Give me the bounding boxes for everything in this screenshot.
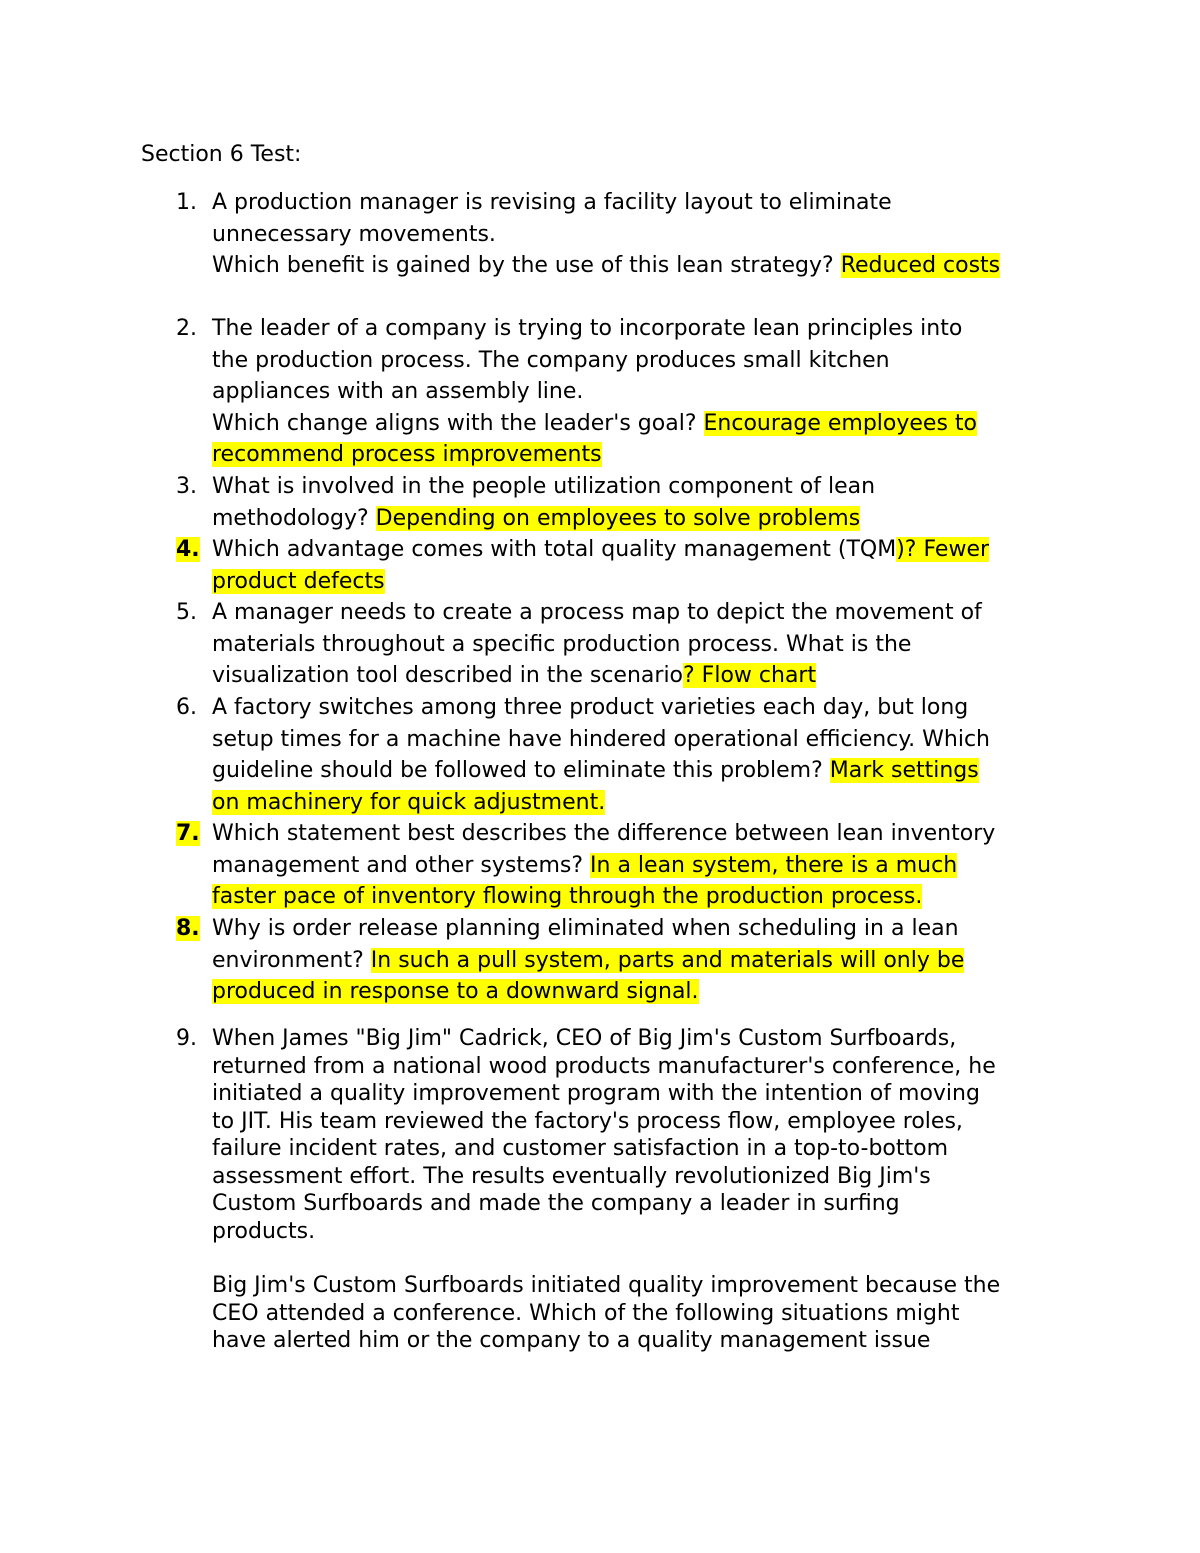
paragraph-line: assessment effort. The results eventually revolutionized Big Jim's [212, 1163, 931, 1189]
question-line: unnecessary movements. [212, 221, 496, 247]
paragraph-line: initiated a quality improvement program with the intention of moving [212, 1081, 980, 1106]
highlighted-answer: Reduced costs [840, 253, 1001, 278]
highlighted-answer: Depending on employees to solve problems [375, 505, 861, 531]
question-line: Which change aligns with the leader's goal? [212, 410, 704, 436]
page-title: Section 6 Test: [141, 142, 302, 167]
question-number: 7. [176, 821, 200, 846]
question-line: guideline should be followed to eliminate this problem? [212, 758, 830, 783]
highlighted-answer: produced in response to a downward signal. [212, 979, 699, 1004]
question-line: the production process. The company produces small kitchen [212, 347, 890, 373]
question-5 [212, 597, 1082, 692]
paragraph-line: When James "Big Jim" Cadrick, CEO of Big Jim's Custom Surfboards, [212, 1026, 957, 1051]
question-line: materials throughout a specific production process. What is the [212, 631, 912, 657]
highlighted-answer: In a lean system, there is a much [590, 852, 958, 878]
question-7 [212, 818, 1082, 913]
highlighted-answer: faster pace of inventory flowing through the production process. [212, 884, 923, 909]
question-4 [212, 534, 1082, 597]
question-number: 3. [176, 474, 197, 499]
highlighted-answer: product defects [212, 568, 385, 594]
paragraph-line: returned from a national wood products manufacturer's conference, he [212, 1053, 996, 1079]
question-2 [212, 313, 1082, 471]
question-number: 8. [176, 916, 200, 941]
question-line: setup times for a machine have hindered operational efficiency. Which [212, 726, 990, 752]
question-8 [212, 913, 1082, 1008]
question-3 [212, 471, 1082, 534]
question-line: Which statement best describes the difference between lean inventory [212, 821, 996, 846]
highlighted-answer: Encourage employees to [703, 410, 977, 436]
question-line: A production manager is revising a facility layout to eliminate [212, 190, 892, 215]
question-number: 4. [176, 537, 200, 562]
question-line: Which benefit is gained by the use of this lean strategy? [212, 253, 841, 278]
highlighted-answer: In such a pull system, parts and materials will only be [370, 947, 965, 973]
paragraph-spacer [212, 1245, 1082, 1272]
question-number: 9. [176, 1026, 197, 1051]
highlighted-answer: )? Fewer [896, 537, 990, 562]
question-line: environment? [212, 947, 371, 973]
question-line: A factory switches among three product varieties each day, but long [212, 695, 969, 720]
highlighted-answer: recommend process improvements [212, 442, 602, 467]
question-number: 1. [176, 190, 197, 215]
paragraph-line: failure incident rates, and customer satisfaction in a top-to-bottom [212, 1136, 949, 1161]
question-number: 5. [176, 600, 197, 625]
paragraph-line: have alerted him or the company to a quality management issue [212, 1328, 931, 1353]
paragraph-line: Big Jim's Custom Surfboards initiated quality improvement because the [212, 1273, 1001, 1298]
question-line: A manager needs to create a process map to depict the movement of [212, 600, 982, 625]
question-number: 2. [176, 316, 197, 341]
highlighted-answer: Mark settings [829, 758, 979, 783]
question-line: Which advantage comes with total quality management (TQM [212, 537, 897, 562]
question-line: The leader of a company is trying to incorporate lean principles into [212, 316, 963, 341]
question-line: What is involved in the people utilization component of lean [212, 474, 876, 499]
question-6 [212, 692, 1082, 818]
question-line: appliances with an assembly line. [212, 379, 584, 404]
question-1 [212, 187, 1082, 282]
question-line: Why is order release planning eliminated when scheduling in a lean [212, 916, 959, 941]
paragraph-line: to JIT. His team reviewed the factory's process flow, employee roles, [212, 1108, 963, 1134]
question-line: management and other systems? [212, 852, 591, 878]
question-number: 6. [176, 695, 197, 720]
paragraph-line: products. [212, 1218, 316, 1244]
question-9 [212, 1025, 1082, 1355]
paragraph-line: Custom Surfboards and made the company a leader in surfing [212, 1191, 900, 1216]
highlighted-answer: on machinery for quick adjustment. [212, 789, 606, 815]
paragraph-line: CEO attended a conference. Which of the following situations might [212, 1300, 960, 1326]
question-line: methodology? [212, 505, 376, 531]
question-line: visualization tool described in the scenario [212, 663, 684, 688]
highlighted-answer: ? Flow chart [683, 663, 817, 688]
